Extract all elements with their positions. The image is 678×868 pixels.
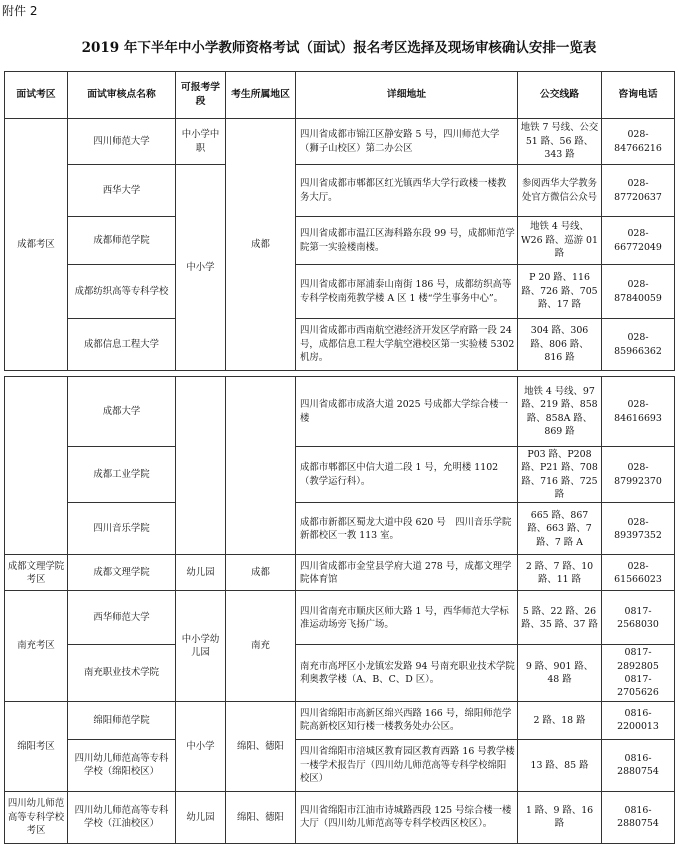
- phone-cell: 0816-2880754: [602, 791, 675, 843]
- bus-cell: 5 路、22 路、26 路、35 路、37 路: [518, 591, 602, 645]
- bus-cell: 304 路、306 路、806 路、 816 路: [518, 319, 602, 371]
- site-cell: 成都文理学院: [68, 555, 176, 591]
- table-row: [5, 319, 675, 371]
- table-row: [5, 119, 675, 165]
- level-cell: 中小学: [176, 165, 226, 371]
- area-cell: 成都文理学院考区: [5, 555, 68, 591]
- region-cell-empty: [226, 377, 296, 555]
- site-cell: 成都信息工程大学: [68, 319, 176, 371]
- site-cell: 南充职业技术学院: [68, 645, 176, 701]
- table-row: [5, 591, 675, 645]
- area-cell: 绵阳考区: [5, 701, 68, 791]
- table-row: [5, 701, 675, 739]
- address-cell: 四川省南充市顺庆区师大路 1 号，西华师范大学标准运动场旁飞扬广场。: [296, 591, 518, 645]
- header-phone: 咨询电话: [602, 72, 675, 119]
- bus-cell: 参阅西华大学教务处官方微信公众号: [518, 165, 602, 217]
- phone-cell: 028-84766216: [602, 119, 675, 165]
- bus-cell: P 20 路、116 路、726 路、705 路、17 路: [518, 265, 602, 319]
- table-header-row: [5, 72, 675, 119]
- bus-cell: 13 路、85 路: [518, 739, 602, 791]
- address-cell: 南充市高坪区小龙镇宏发路 94 号南充职业技术学院利奥教学楼（A、B、C、D 区）。: [296, 645, 518, 701]
- site-cell: 绵阳师范学院: [68, 701, 176, 739]
- address-cell: 四川省绵阳市江油市诗城路西段 125 号综合楼一楼大厅（四川幼儿师范高等专科学校西区校区）。: [296, 791, 518, 843]
- site-cell: 四川音乐学院: [68, 503, 176, 555]
- table-row: [5, 645, 675, 701]
- address-cell: 四川省成都市成洛大道 2025 号成都大学综合楼一楼: [296, 377, 518, 447]
- phone-cell: 028-84616693: [602, 377, 675, 447]
- table-row: [5, 377, 675, 447]
- bus-cell: 地铁 7 号线、公交 51 路、56 路、343 路: [518, 119, 602, 165]
- phone-cell: 028-87720637: [602, 165, 675, 217]
- schedule-table: [4, 71, 675, 844]
- phone-cell: 0817-2892805 0817-2705626: [602, 645, 675, 701]
- bus-cell: 地铁 4 号线、W26 路、巡游 01 路: [518, 217, 602, 265]
- address-cell: 四川省成都市郫都区红光镇西华大学行政楼一楼教务大厅。: [296, 165, 518, 217]
- region-cell: 成都: [226, 555, 296, 591]
- phone-cell: 028-89397352: [602, 503, 675, 555]
- bus-cell: 地铁 4 号线、97 路、219 路、858 路、858A 路、869 路: [518, 377, 602, 447]
- address-cell: 四川省成都市温江区海科路东段 99 号，成都师范学院第一实验楼南楼。: [296, 217, 518, 265]
- header-bus: 公交线路: [518, 72, 602, 119]
- address-cell: 成都市郫都区中信大道二段 1 号，允明楼 1102（教学运行科）。: [296, 447, 518, 503]
- table-row: [5, 555, 675, 591]
- region-cell: 南充: [226, 591, 296, 701]
- phone-cell: 028-85966362: [602, 319, 675, 371]
- phone-cell: 028-66772049: [602, 217, 675, 265]
- level-cell: 幼儿园: [176, 555, 226, 591]
- table-row: [5, 447, 675, 503]
- site-cell: 西华大学: [68, 165, 176, 217]
- site-cell: 西华师范大学: [68, 591, 176, 645]
- region-cell: 绵阳、德阳: [226, 701, 296, 791]
- bus-cell: 9 路、901 路、48 路: [518, 645, 602, 701]
- phone-cell: 0816-2880754: [602, 739, 675, 791]
- address-cell: 四川省成都市犀浦泰山南街 186 号，成都纺织高等专科学校南苑教学楼 A 区 1 楼“学生事务中心”。: [296, 265, 518, 319]
- table-row: [5, 265, 675, 319]
- address-cell: 四川省成都市锦江区静安路 5 号，四川师范大学（狮子山校区）第二办公区: [296, 119, 518, 165]
- table-row: [5, 503, 675, 555]
- bus-cell: 665 路、867 路、663 路、7 路、7 路 A: [518, 503, 602, 555]
- appendix-label: 附件 2: [2, 4, 38, 18]
- site-cell: 四川师范大学: [68, 119, 176, 165]
- site-cell: 成都纺织高等专科学校: [68, 265, 176, 319]
- address-cell: 四川省绵阳市涪城区教育园区教育西路 16 号教学楼一楼学术报告厅（四川幼儿师范高等专科学校绵阳校区）: [296, 739, 518, 791]
- level-cell: 中小学中职: [176, 119, 226, 165]
- phone-cell: 028-87992370: [602, 447, 675, 503]
- header-area: 面试考区: [5, 72, 68, 119]
- header-level: 可报考学段: [176, 72, 226, 119]
- bus-cell: P03 路、P208 路、P21 路、708 路、716 路、725 路: [518, 447, 602, 503]
- area-cell-empty: [5, 377, 68, 555]
- bus-cell: 1 路、9 路、16 路: [518, 791, 602, 843]
- level-cell: 中小学: [176, 701, 226, 791]
- region-cell: 成都: [226, 119, 296, 371]
- level-cell: 中小学幼儿园: [176, 591, 226, 701]
- site-cell: 成都工业学院: [68, 447, 176, 503]
- site-cell: 四川幼儿师范高等专科学校（绵阳校区）: [68, 739, 176, 791]
- phone-cell: 028-61566023: [602, 555, 675, 591]
- address-cell: 四川省成都市西南航空港经济开发区学府路一段 24 号，成都信息工程大学航空港校区第一实验楼 5302 机房。: [296, 319, 518, 371]
- table-row: [5, 165, 675, 217]
- header-site: 面试审核点名称: [68, 72, 176, 119]
- site-cell: 成都大学: [68, 377, 176, 447]
- site-cell: 成都师范学院: [68, 217, 176, 265]
- table-row: [5, 739, 675, 791]
- page-title: 2019 年下半年中小学教师资格考试（面试）报名考区选择及现场审核确认安排一览表: [81, 40, 597, 56]
- bus-cell: 2 路、18 路: [518, 701, 602, 739]
- area-cell: 成都考区: [5, 119, 68, 371]
- table-row: [5, 217, 675, 265]
- area-cell: 四川幼儿师范高等专科学校考区: [5, 791, 68, 843]
- region-cell: 绵阳、德阳: [226, 791, 296, 843]
- address-cell: 四川省成都市金堂县学府大道 278 号，成都文理学院体育馆: [296, 555, 518, 591]
- table-row: [5, 791, 675, 843]
- header-region: 考生所属地区: [226, 72, 296, 119]
- phone-cell: 028-87840059: [602, 265, 675, 319]
- bus-cell: 2 路、7 路、10 路、11 路: [518, 555, 602, 591]
- area-cell: 南充考区: [5, 591, 68, 701]
- level-cell-empty: [176, 377, 226, 555]
- phone-cell: 0816-2200013: [602, 701, 675, 739]
- site-cell: 四川幼儿师范高等专科学校（江油校区）: [68, 791, 176, 843]
- phone-cell: 0817-2568030: [602, 591, 675, 645]
- level-cell: 幼儿园: [176, 791, 226, 843]
- address-cell: 成都市新都区蜀龙大道中段 620 号 四川音乐学院新都校区一教 113 室。: [296, 503, 518, 555]
- address-cell: 四川省绵阳市高新区绵兴西路 166 号，绵阳师范学院高新校区知行楼一楼教务处办公区。: [296, 701, 518, 739]
- header-address: 详细地址: [296, 72, 518, 119]
